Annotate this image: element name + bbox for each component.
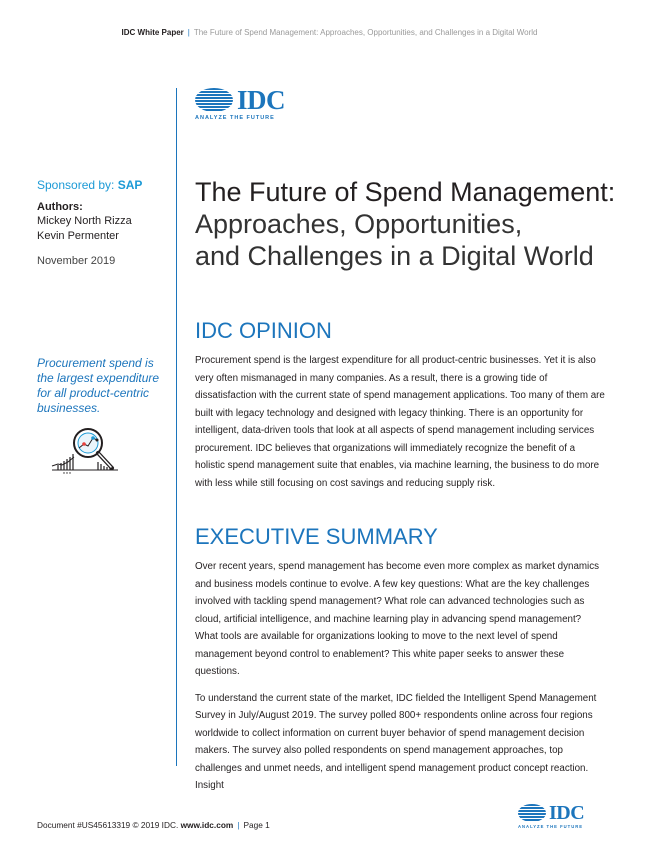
- sponsor-name: SAP: [117, 178, 143, 192]
- authors-label: Authors:: [37, 201, 83, 213]
- title-line-3: and Challenges in a Digital World: [195, 241, 594, 271]
- idc-globe-icon: [518, 804, 546, 822]
- magnifier-chart-icon: [50, 426, 135, 476]
- idc-footer-logo: [518, 804, 584, 829]
- sidebar-callout: Procurement spend is the largest expenditure for all product-centric businesses.: [37, 356, 160, 415]
- header-separator: |: [187, 28, 190, 37]
- sponsored-by-label: Sponsored by:: [37, 178, 115, 192]
- footer-document-id: Document #US45613319 © 2019 IDC.: [37, 820, 179, 830]
- title-line-2: Approaches, Opportunities,: [195, 209, 523, 239]
- header-doc-type: IDC White Paper: [121, 28, 184, 37]
- page-footer: [37, 820, 270, 830]
- sponsored-by: [37, 178, 142, 192]
- column-divider: [176, 88, 177, 766]
- paragraph: Over recent years, spend management has become even more complex as market dynamics and business models continue to evolve. A few key questions: What are the key challenges involved with tackling spend management? What role can advanced technologies such as cloud, artificial intelligence, and machine learning play in advancing spend management? What tools are available for organizations looking to move to the next level of spend management beyond control to enablement? This white paper seeks to answer these questions.: [195, 561, 600, 677]
- idc-globe-icon: [195, 88, 233, 112]
- idc-tagline: ANALYZE THE FUTURE: [195, 115, 275, 121]
- idc-tagline: ANALYZE THE FUTURE: [518, 824, 584, 829]
- section-body: [195, 352, 605, 492]
- header-running-title: The Future of Spend Management: Approaches, Opportunities, and Challenges in a Digital World: [193, 28, 538, 37]
- section-heading: EXECUTIVE SUMMARY: [195, 524, 438, 549]
- footer-website-link[interactable]: www.idc.com: [180, 820, 234, 830]
- document-title: [195, 176, 645, 272]
- title-line-1: The Future of Spend Management:: [195, 177, 616, 207]
- author-name: Mickey North Rizza: [37, 215, 132, 227]
- publication-date: November 2019: [37, 255, 116, 267]
- idc-wordmark: IDC: [549, 802, 585, 824]
- footer-separator: |: [237, 820, 240, 830]
- section-heading: IDC OPINION: [195, 318, 332, 343]
- paragraph: To understand the current state of the market, IDC fielded the Intelligent Spend Management Survey in July/August 2019. The survey polled 800+ respondents online across four regions worldwide to collect information on current buyer behavior of spend management decision makers. The survey also polled respondents on spend management approaches, top challenges and unmet needs, and intelligent spend management product concept reaction. Insight: [195, 692, 597, 791]
- idc-wordmark: IDC: [237, 85, 286, 115]
- paragraph: Procurement spend is the largest expenditure for all product-centric businesses. Yet it is also very often mismanaged in many companies. As a result, there is a growing tide of dissatisfaction with the current state of spend management applications. Too many of them are built with legacy technology and designed with legacy thinking. There is an opportunity for intelligent, data-driven tools that look at all aspects of spend management including services procurement. IDC believes that organizations will immediately recognize the benefit of a holistic spend management suite that enables, via machine learning, the business to do more with less while still focusing on cost savings and reducing supply risk.: [195, 355, 605, 489]
- footer-page-number: Page 1: [243, 820, 270, 830]
- running-header: [0, 28, 659, 37]
- section-body: [195, 558, 605, 795]
- author-name: Kevin Permenter: [37, 230, 119, 242]
- idc-logo: [195, 85, 286, 121]
